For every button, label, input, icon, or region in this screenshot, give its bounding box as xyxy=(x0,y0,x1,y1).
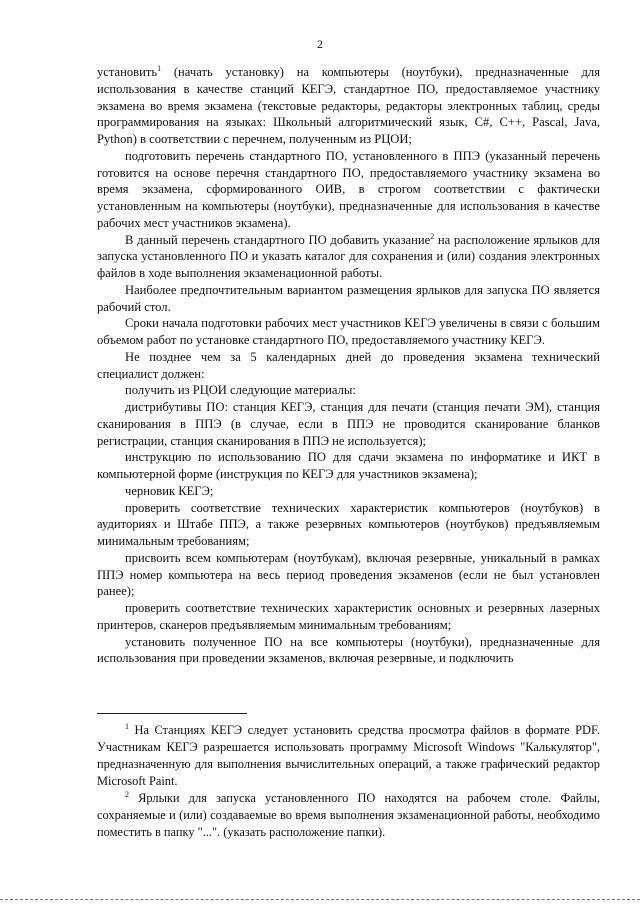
footnote-mark: 1 xyxy=(125,721,129,731)
footnote-mark: 1 xyxy=(157,63,162,73)
paragraph-text: В данный перечень стандартного ПО добавить указание xyxy=(125,232,431,247)
paragraph: присвоить всем компьютерам (ноутбукам), включая резервные, уникальный в рамках ППЭ номер компьютера на весь период проведения экзаменов (если не был установлен ранее); xyxy=(97,550,600,599)
paragraph: дистрибутивы ПО: станция КЕГЭ, станция для печати (станция печати ЭМ), станция сканирования в ППЭ (в случае, если в ППЭ не проводится сканирование бланков регистрации, станция сканирования в ППЭ не используется); xyxy=(97,400,600,448)
page-number: 2 xyxy=(317,37,323,51)
paragraph: черновик КЕГЭ; xyxy=(125,483,214,498)
footnote-text: Ярлыки для запуска установленного ПО находятся на рабочем столе. Файлы, сохраняемые и (или) создаваемые во время выполнения экзаменационной работы, необходимо поместить в папку "...". (указать расположение папки). xyxy=(97,791,600,839)
paragraph: подготовить перечень стандартного ПО, установленного в ППЭ (указанный перечень готовится на основе перечня стандартного ПО, предоставляемого участнику экзамена во время экзамена, сформированного ОИВ, в строгом соответствии с фактически установленным на компьютеры (ноутбуки), предназначенные для использования в качестве рабочих мест участников экзамена). xyxy=(97,148,600,230)
paragraph: Сроки начала подготовки рабочих мест участников КЕГЭ увеличены в связи с большим объемом работ по установке стандартного ПО, предоставляемого участнику КЕГЭ. xyxy=(97,316,600,347)
paragraph: Наиболее предпочтительным вариантом размещения ярлыков для запуска ПО является рабочий стол. xyxy=(97,282,600,314)
body-text xyxy=(97,64,600,667)
footnote-mark: 2 xyxy=(125,789,129,799)
page-bottom-edge xyxy=(0,899,640,900)
footnote xyxy=(97,790,600,841)
paragraph: проверить соответствие технических характеристик компьютеров (ноутбуков) в аудиториях и Штабе ППЭ, а также резервных компьютеров (ноутбуков) предъявляемым минимальным требованиям; xyxy=(97,500,600,548)
paragraph-text: (начать установку) на компьютеры (ноутбуки), предназначенные для использования в качестве станций КЕГЭ, стандартное ПО, предоставляемое участнику экзамена во время экзамена (текстовые редакторы, редакторы электронных таблиц, среды программирования на языках: Школьный алгоритмический язык, C#, C++, Pascal, Java, Python) в соответствии с перечнем, полученным из РЦОИ; xyxy=(97,65,600,146)
paragraph-text: на расположение ярлыков для запуска установленного ПО и указать каталог для сохранения и (или) создания электронных файлов в ходе выполнения экзаменационной работы. xyxy=(97,232,601,280)
footnote-text: На Станциях КЕГЭ следует установить средства просмотра файлов в формате PDF. Участникам КЕГЭ разрешается использовать программу Microsoft Windows "Калькулятор", предназначенную для выполнения вычислительных операций, а также графический редактор Microsoft Paint. xyxy=(97,723,600,788)
paragraph: получить из РЦОИ следующие материалы: xyxy=(125,383,356,398)
paragraph: Не позднее чем за 5 календарных дней до проведения экзамена технический специалист должен: xyxy=(97,349,600,381)
paragraph: проверить соответствие технических характеристик основных и резервных лазерных принтеров, сканеров предъявляемым минимальным требованиям; xyxy=(97,601,600,632)
footnotes xyxy=(97,722,600,841)
paragraph: инструкцию по использованию ПО для сдачи экзамена по информатике и ИКТ в компьютерной форме (инструкция по КЕГЭ для участников экзамена); xyxy=(97,450,600,481)
footnote xyxy=(97,722,600,790)
paragraph xyxy=(97,232,600,282)
paragraph-text: установить xyxy=(97,65,158,79)
paragraph: установить полученное ПО на все компьютеры (ноутбуки), предназначенные для использования при проведении экзаменов, включая резервные, и подключить xyxy=(97,634,600,666)
footnote-separator xyxy=(97,713,247,714)
footnote-mark: 2 xyxy=(430,231,435,241)
paragraph xyxy=(97,64,600,148)
